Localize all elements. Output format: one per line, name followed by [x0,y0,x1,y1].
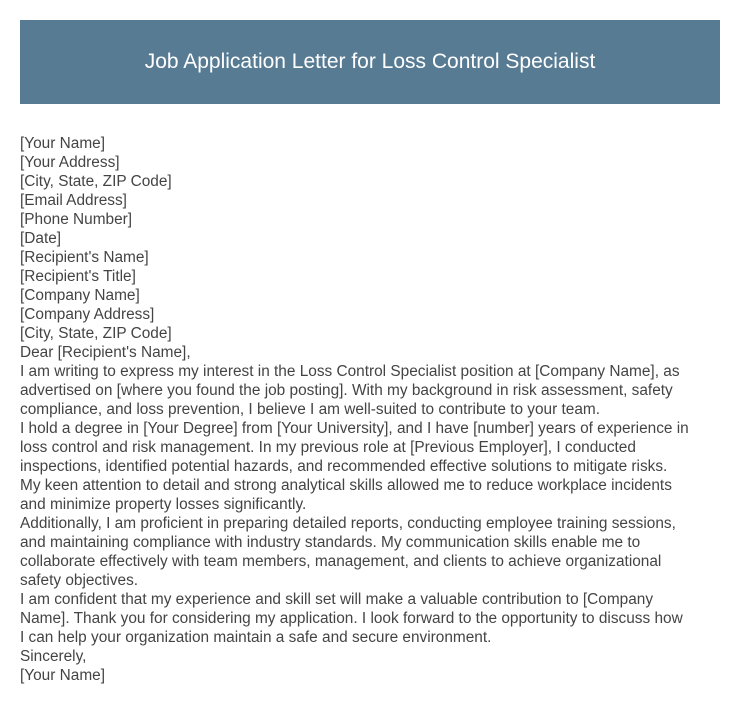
paragraph-line: My keen attention to detail and strong analytical skills allowed me to reduce workplace incidents [20,477,672,494]
sender-phone: [Phone Number] [20,211,133,228]
paragraph-line: compliance, and loss prevention, I believe I am well-suited to contribute to your team. [20,401,601,418]
page-title: Job Application Letter for Loss Control Specialist [144,49,596,73]
title-banner [20,20,720,104]
recipient-city-state-zip: [City, State, ZIP Code] [20,325,172,342]
paragraph-closing [20,590,725,647]
letter-date: [Date] [20,230,62,247]
recipient-title: [Recipient's Title] [20,268,136,285]
paragraph-line: I am confident that my experience and skill set will make a valuable contribution to [Company [20,591,654,608]
sender-block [20,134,725,229]
closing: Sincerely, [20,648,87,665]
sender-city-state-zip: [City, State, ZIP Code] [20,173,172,190]
recipient-name: [Recipient's Name] [20,249,149,266]
signature: [Your Name] [20,667,105,684]
paragraph-experience [20,419,725,514]
recipient-block [20,248,725,343]
paragraph-line: safety objectives. [20,572,139,589]
sender-name: [Your Name] [20,135,105,152]
paragraph-line: loss control and risk management. In my previous role at [Previous Employer], I conducted [20,439,636,456]
paragraph-line: advertised on [where you found the job posting]. With my background in risk assessment, safety [20,382,673,399]
paragraph-line: and maintaining compliance with industry standards. My communication skills enable me to [20,534,641,551]
paragraph-line: Name]. Thank you for considering my application. I look forward to the opportunity to discuss how [20,610,683,627]
sender-address: [Your Address] [20,154,120,171]
paragraph-line: I am writing to express my interest in the Loss Control Specialist position at [Company Name], as [20,363,680,380]
paragraph-line: I can help your organization maintain a safe and secure environment. [20,629,492,646]
recipient-company-address: [Company Address] [20,306,155,323]
paragraph-line: inspections, identified potential hazards, and recommended effective solutions to mitigate risks. [20,458,668,475]
sender-email: [Email Address] [20,192,127,209]
paragraph-line: collaborate effectively with team members, management, and clients to achieve organizational [20,553,662,570]
paragraph-skills [20,514,725,590]
paragraph-line: Additionally, I am proficient in preparing detailed reports, conducting employee training sessions, [20,515,676,532]
paragraph-intro [20,362,725,419]
paragraph-line: and minimize property losses significantly. [20,496,307,513]
paragraph-line: I hold a degree in [Your Degree] from [Your University], and I have [number] years of experience in [20,420,689,437]
salutation: Dear [Recipient's Name], [20,344,191,361]
letter-body [20,134,725,685]
recipient-company: [Company Name] [20,287,140,304]
